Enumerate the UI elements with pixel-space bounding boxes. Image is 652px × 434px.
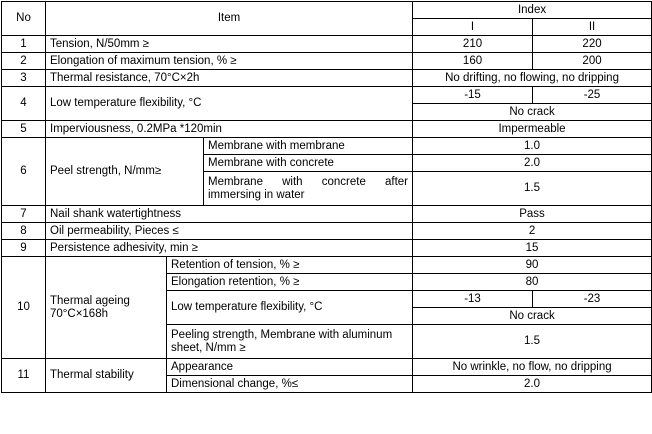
row-item-line-2: 70°C×168h [50,307,108,320]
row-no: 7 [2,206,46,223]
header-grade-1: I [413,19,533,36]
value-grade-2: 220 [533,36,652,53]
value-grade-1: 160 [413,53,533,70]
row-no: 5 [2,121,46,138]
row-no: 9 [2,240,46,257]
table-row [2,121,652,138]
table-row [2,36,652,53]
row-no: 3 [2,70,46,87]
value-combined: 1.5 [413,325,652,359]
sub-item: Elongation retention, % ≥ [167,274,413,291]
sub-item: Peeling strength, Membrane with aluminum sheet, N/mm ≥ [167,325,413,359]
value-combined: 1.5 [413,172,652,206]
table-row [2,359,652,376]
table-row [2,53,652,70]
sub-item: Low temperature flexibility, °C [167,291,413,325]
table-row [2,257,652,274]
row-item: Thermal stability [46,359,167,393]
row-no: 6 [2,138,46,206]
value-combined: 80 [413,274,652,291]
row-item: Imperviousness, 0.2MPa *120min [46,121,413,138]
value-note: No crack [413,308,652,325]
row-item: Low temperature flexibility, °C [46,87,413,121]
header-index: Index [413,2,652,19]
value-grade-1: -13 [413,291,533,308]
value-grade-2: -25 [533,87,652,104]
value-combined: 15 [413,240,652,257]
row-item: Peel strength, N/mm≥ [46,138,204,206]
header-item: Item [46,2,413,36]
value-combined: 1.0 [413,138,652,155]
row-no: 11 [2,359,46,393]
row-item: Nail shank watertightness [46,206,413,223]
header-grade-2: II [533,19,652,36]
row-no: 2 [2,53,46,70]
value-combined: 2 [413,223,652,240]
row-no: 10 [2,257,46,359]
specification-table [1,1,652,393]
value-combined: 2.0 [413,155,652,172]
row-no: 4 [2,87,46,121]
row-item: Oil permeability, Pieces ≤ [46,223,413,240]
row-item [46,257,167,359]
sub-item: Retention of tension, % ≥ [167,257,413,274]
value-combined: 2.0 [413,376,652,393]
row-item: Thermal resistance, 70°C×2h [46,70,413,87]
sub-item: Appearance [167,359,413,376]
table-row [2,223,652,240]
value-combined: Impermeable [413,121,652,138]
value-grade-2: -23 [533,291,652,308]
value-grade-2: 200 [533,53,652,70]
table-row [2,240,652,257]
value-grade-1: -15 [413,87,533,104]
row-no: 8 [2,223,46,240]
value-combined: No wrinkle, no flow, no dripping [413,359,652,376]
sub-item: Membrane with membrane [204,138,413,155]
value-note: No crack [413,104,652,121]
sub-item: Dimensional change, %≤ [167,376,413,393]
value-combined: 90 [413,257,652,274]
value-combined: No drifting, no flowing, no dripping [413,70,652,87]
value-combined: Pass [413,206,652,223]
row-item: Elongation of maximum tension, % ≥ [46,53,413,70]
table-row [2,70,652,87]
row-item: Persistence adhesivity, min ≥ [46,240,413,257]
sub-item: Membrane with concrete [204,155,413,172]
header-row [2,2,652,19]
sub-item: Membrane with concrete after immersing in water [204,172,413,206]
row-item-line-1: Thermal ageing [50,294,130,307]
header-no: No [2,2,46,36]
table-row [2,206,652,223]
table-row [2,138,652,155]
table-row [2,87,652,104]
value-grade-1: 210 [413,36,533,53]
row-item: Tension, N/50mm ≥ [46,36,413,53]
row-no: 1 [2,36,46,53]
